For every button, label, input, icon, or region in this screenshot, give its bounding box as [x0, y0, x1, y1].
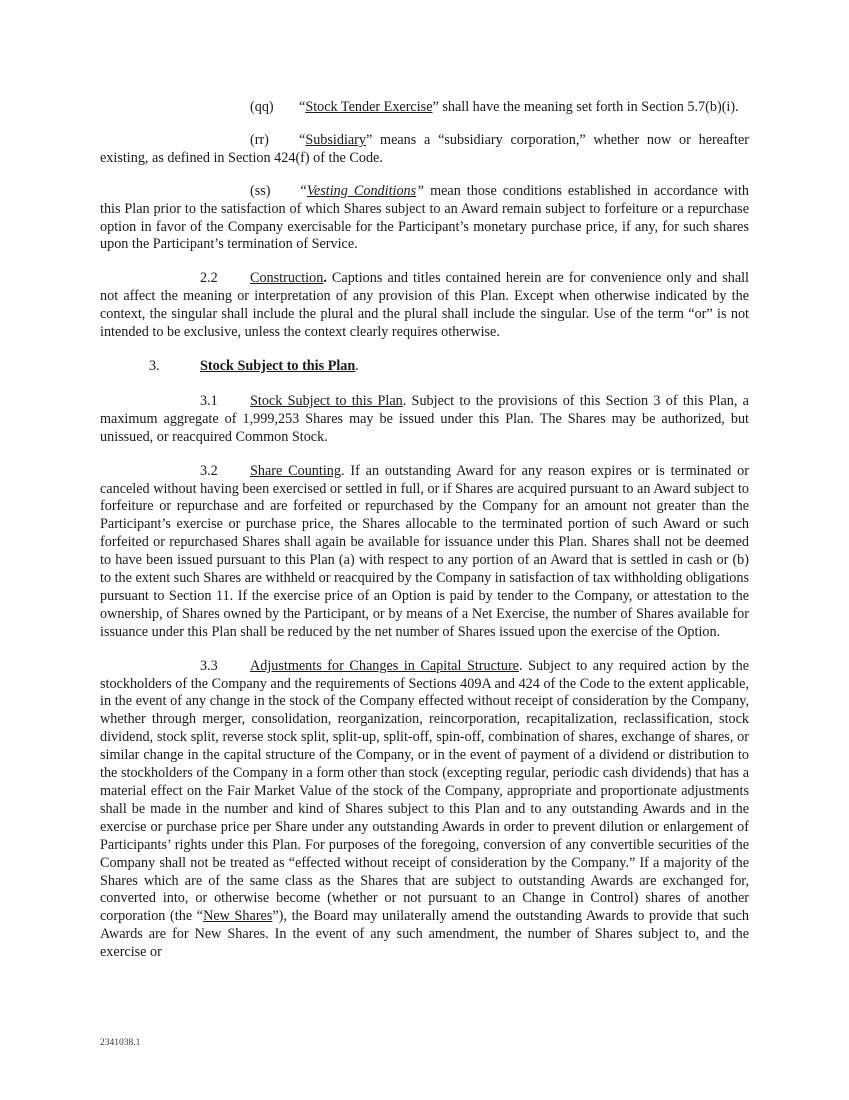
section-3-3: 3.3 Adjustments for Changes in Capital Structure. Subject to any required action by the stockholders of the Company and the requirements of Sections 409A and 424 of the Code to the extent applicable, in the event of any change in the stock of the Company effected without receipt of consideration by the Company, whether through merger, consolidation, reorganization, reincorporation, recapitalization, reclassification, stock dividend, stock split, reverse stock split, split-up, split-off, spin-off, combination of shares, exchange of shares, or similar change in the capital structure of the Company, or in the event of payment of a dividend or distribution to the stockholders of the Company in a form other than stock (excepting regular, periodic cash dividends) that has a material effect on the Fair Market Value of the stock of the Company, appropriate and proportionate adjustments shall be made in the number and kind of Shares subject to this Plan and to any outstanding Awards and in the exercise or purchase price per Share under any outstanding Awards in order to prevent dilution or enlargement of Participants’ rights under this Plan. For purposes of the foregoing, conversion of any convertible securities of the Company shall not be treated as “effected without receipt of consideration by the Company.” If a majority of the Shares which are of the same class as the Shares that are subject to outstanding Awards are exchanged for, converted into, or otherwise become (whether or not pursuant to an Change in Control) shares of another corporation (the “New Shares”), the Board may unilaterally amend the outstanding Awards to provide that such Awards are for New Shares. In the event of any such amendment, the number of Shares subject to, and the exercise or: [100, 657, 750, 961]
definition-rr: (rr) “Subsidiary” means a “subsidiary corporation,” whether now or hereafter existing, as defined in Section 424(f) of the Code.: [100, 131, 749, 166]
section-title: Stock Subject to this Plan: [200, 357, 356, 374]
section-title: Adjustments for Changes in Capital Structure: [250, 657, 519, 674]
definition-qq: (qq) “Stock Tender Exercise” shall have the meaning set forth in Section 5.7(b)(i).: [250, 99, 739, 115]
section-number: 3.: [149, 357, 160, 374]
section-3-2: 3.2 Share Counting. If an outstanding Award for any reason expires or is terminated or canceled without having been exercised or settled in full, or if Shares are acquired pursuant to an Award subject to forfeiture or repurchase and are forfeited or repurchased by the Company for an amount not greater than the Participant’s exercise or purchase price, the Shares allocable to the terminated portion of such Award or such forfeited or repurchased Shares shall again be available for issuance under this Plan. Shares shall not be deemed to have been issued pursuant to this Plan (a) with respect to any portion of an Award that is settled in cash or (b) to the extent such Shares are withheld or reacquired by the Company in satisfaction of tax withholding obligations pursuant to Section 11. If the exercise price of an Option is paid by tender to the Company, or attestation to the ownership, of Shares owned by the Participant, or by means of a Net Exercise, the number of Shares available for issuance under this Plan shall be reduced by the net number of Shares issued upon the exercise of the Option.: [100, 462, 749, 640]
section-2-2: 2.2 Construction. Captions and titles contained herein are for convenience only and shall not affect the meaning or interpretation of any provision of this Plan. Except when otherwise indicated by the context, the singular shall include the plural and the plural shall include the singular. Use of the term “or” is not intended to be exclusive, unless the context clearly requires otherwise.: [100, 270, 749, 341]
section-number: 3.1: [200, 392, 218, 409]
section-number: 2.2: [200, 270, 218, 287]
definition-label: (ss): [250, 182, 271, 199]
section-title: Share Counting: [250, 462, 341, 479]
section-number: 3.2: [200, 462, 218, 479]
definition-label: (qq): [250, 99, 274, 115]
section-3-heading: 3. Stock Subject to this Plan.: [100, 358, 749, 376]
definition-label: (rr): [250, 131, 269, 148]
defined-term: Stock Tender Exercise: [305, 99, 433, 115]
document-id-footer: 2341038.1: [100, 1038, 141, 1048]
definition-ss: (ss) “Vesting Conditions” mean those conditions established in accordance with this Plan prior to the satisfaction of which Shares subject to an Award remain subject to forfeiture or a repurchase option in favor of the Company exercisable for the Participant’s monetary purchase price, if any, for such shares upon the Participant’s termination of Service.: [100, 182, 750, 253]
section-title: Construction: [250, 270, 324, 287]
section-number: 3.3: [200, 657, 218, 674]
section-3-1: 3.1 Stock Subject to this Plan. Subject to the provisions of this Section 3 of this Plan, a maximum aggregate of 1,999,253 Shares may be issued under this Plan. The Shares may be authorized, but unissued, or reacquired Common Stock.: [100, 392, 749, 445]
section-title: Stock Subject to this Plan: [250, 392, 403, 409]
document-body: [100, 99, 749, 978]
defined-term: New Shares: [203, 908, 273, 925]
defined-term: Vesting Conditions: [306, 182, 417, 199]
defined-term: Subsidiary: [305, 131, 367, 148]
